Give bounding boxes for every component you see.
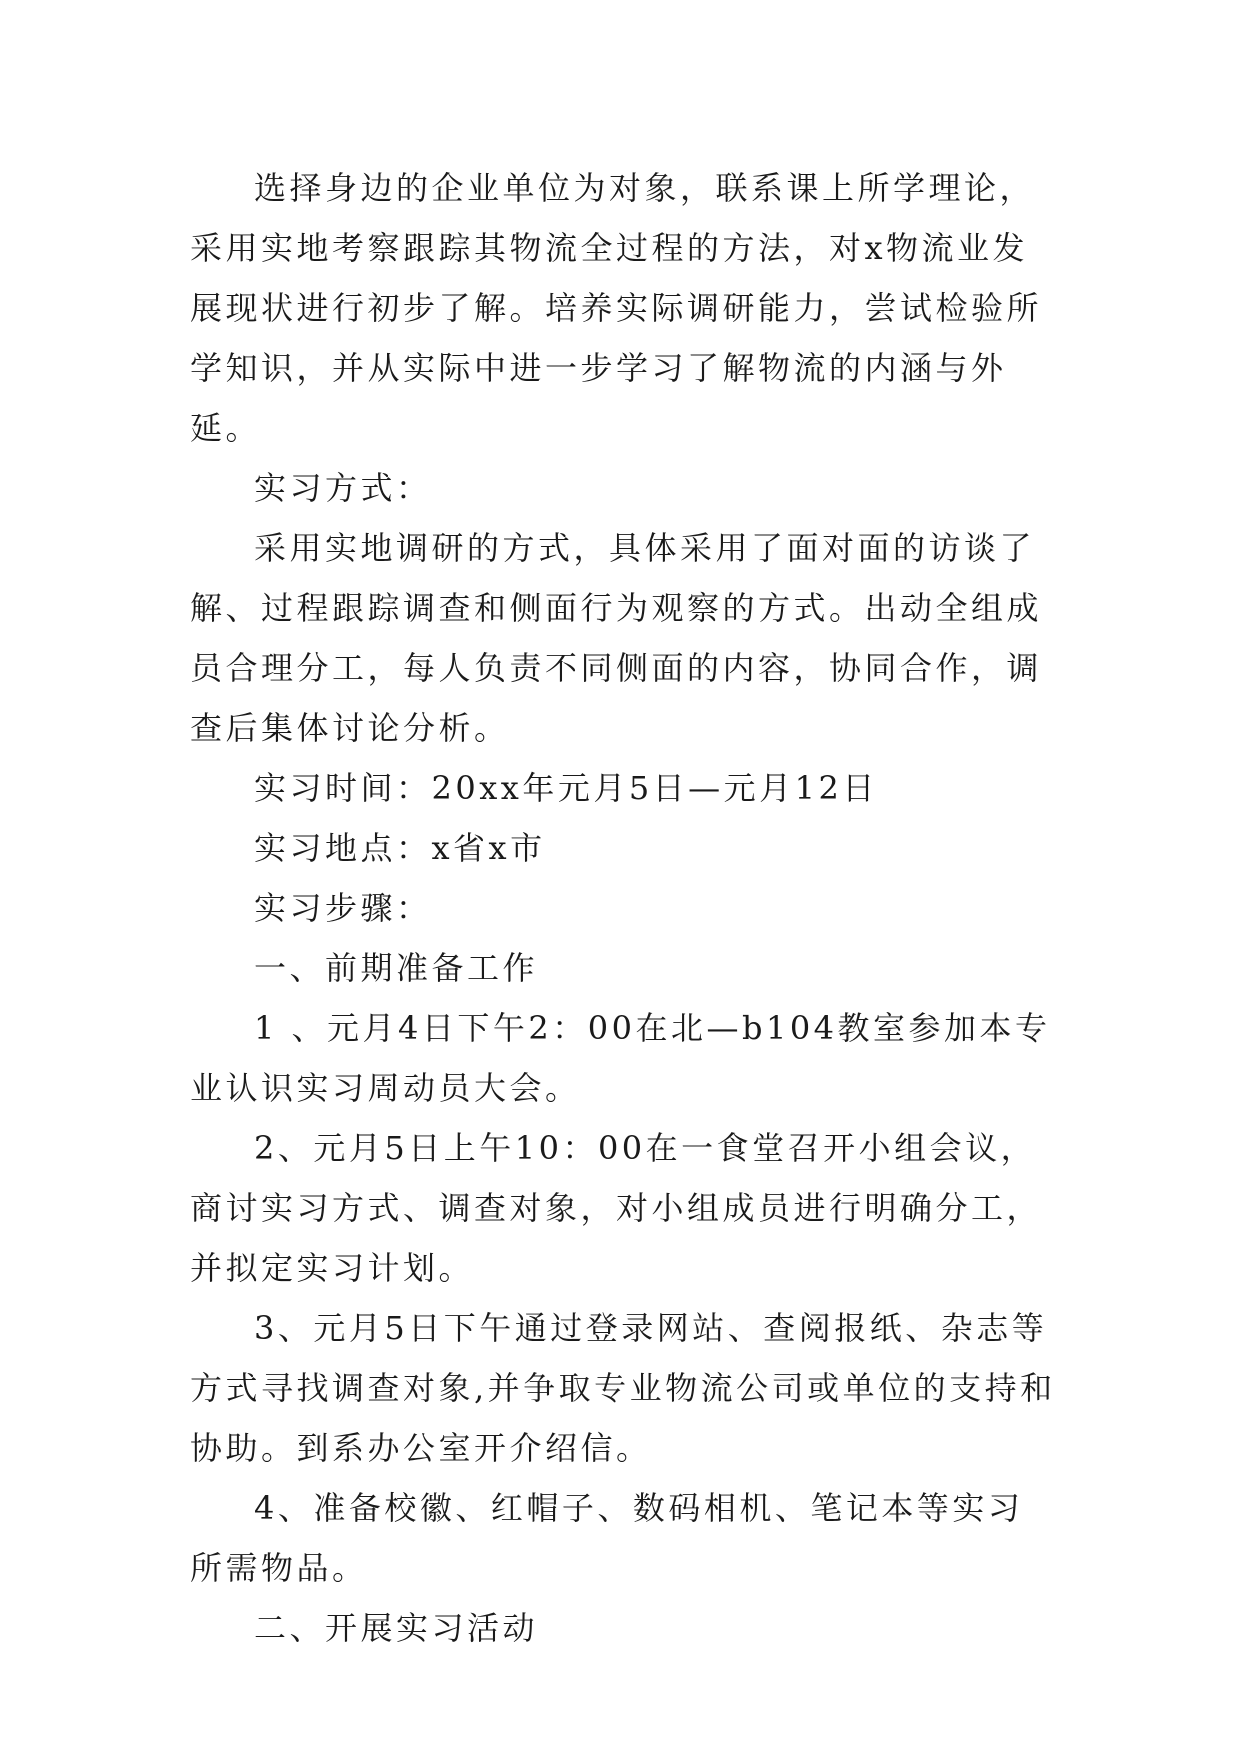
step-item-1: 1 、元月4日下午2：00在北—b104教室参加本专业认识实习周动员大会。 <box>190 1009 1051 1107</box>
heading-preparation: 一、前期准备工作 <box>254 949 539 987</box>
step-item-3: 3、元月5日下午通过登录网站、查阅报纸、杂志等方式寻找调查对象,并争取专业物流公司或单位的支持和协助。到系办公室开介绍信。 <box>190 1309 1056 1467</box>
heading-activities: 二、开展实习活动 <box>254 1609 539 1647</box>
heading-method: 实习方式： <box>254 469 432 507</box>
step-item-2: 2、元月5日上午10：00在一食堂召开小组会议，商讨实习方式、调查对象，对小组成员进行明确分工，并拟定实习计划。 <box>190 1129 1043 1287</box>
paragraph-purpose: 选择身边的企业单位为对象，联系课上所学理论，采用实地考察跟踪其物流全过程的方法，对x物流业发展现状进行初步了解。培养实际调研能力，尝试检验所学知识，并从实际中进一步学习了解物流的内涵与外延。 <box>190 169 1043 447</box>
paragraph-method: 采用实地调研的方式，具体采用了面对面的访谈了解、过程跟踪调查和侧面行为观察的方式。出动全组成员合理分工，每人负责不同侧面的内容，协同合作，调查后集体讨论分析。 <box>190 529 1043 747</box>
step-item-4: 4、准备校徽、红帽子、数码相机、笔记本等实习所需物品。 <box>190 1489 1024 1587</box>
document-body <box>190 158 1058 1658</box>
heading-steps: 实习步骤： <box>254 889 432 927</box>
paragraph-time: 实习时间：20xx年元月5日—元月12日 <box>254 769 878 807</box>
paragraph-location: 实习地点：x省x市 <box>254 829 546 867</box>
